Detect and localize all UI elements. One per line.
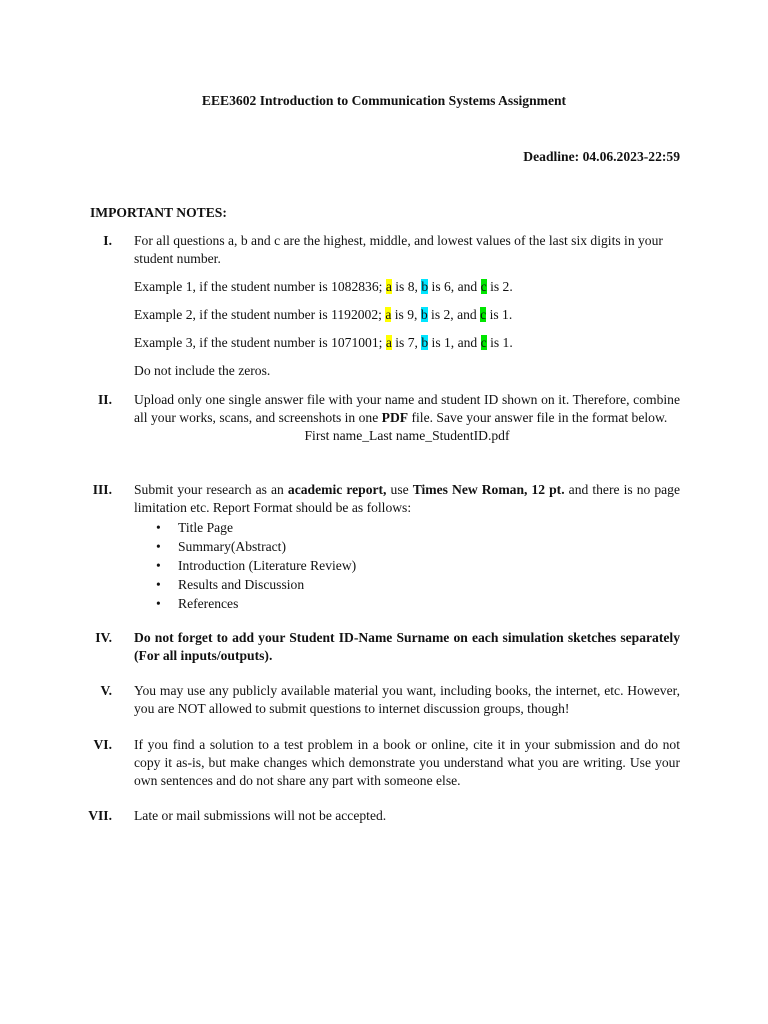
item-text: If you find a solution to a test problem in a book or online, cite it in your submission and do not copy it as-is, but make changes which demonstrate you understand what you are writing. Use your own sentences and do not share any part with someone else.	[134, 737, 680, 788]
item-text: Late or mail submissions will not be accepted.	[134, 808, 387, 823]
item-number: V.	[100, 683, 112, 698]
item-number: III.	[92, 482, 112, 497]
list-item: • Title Page	[134, 518, 680, 537]
document-title: EEE3602 Introduction to Communication Systems Assignment	[201, 93, 567, 108]
item-body	[134, 232, 680, 380]
list-item: • Results and Discussion	[134, 575, 680, 594]
item-number: VI.	[93, 737, 112, 752]
item-body	[134, 391, 680, 445]
item-number: IV.	[95, 630, 112, 645]
item-note: Do not include the zeros.	[134, 363, 271, 378]
item-number: VII.	[88, 808, 112, 823]
item-text: You may use any publicly available material you want, including books, the internet, etc. However, you are NOT allowed to submit questions to internet discussion groups, though!	[134, 683, 680, 716]
example-line: Example 2, if the student number is 1192002; a is 9, b is 2, and c is 1.	[134, 307, 513, 322]
list-item: • References	[134, 594, 680, 613]
example-line: Example 3, if the student number is 1071001; a is 7, b is 1, and c is 1.	[134, 335, 513, 350]
filename-format: First name_Last name_StudentID.pdf	[304, 428, 510, 443]
example-line: Example 1, if the student number is 1082836; a is 8, b is 6, and c is 2.	[134, 279, 513, 294]
notes-heading: IMPORTANT NOTES:	[90, 205, 227, 220]
item-text: Upload only one single answer file with your name and student ID shown on it. Therefore, combine all your works, scans, and screenshots in one PDF file. Save your answer file in the format below.	[134, 392, 680, 425]
list-item: • Introduction (Literature Review)	[134, 556, 680, 575]
item-number: II.	[98, 392, 112, 407]
list-item: • Summary(Abstract)	[134, 537, 680, 556]
item-text: For all questions a, b and c are the highest, middle, and lowest values of the last six digits in your student number.	[134, 233, 663, 266]
item-text: Submit your research as an academic report, use Times New Roman, 12 pt. and there is no page limitation etc. Report Format should be as follows:	[134, 482, 680, 515]
item-number: I.	[103, 233, 112, 248]
deadline: Deadline: 04.06.2023-22:59	[523, 149, 680, 164]
item-body	[134, 481, 680, 613]
report-format-list	[134, 518, 680, 613]
item-text: Do not forget to add your Student ID-Name Surname on each simulation sketches separately (For all inputs/outputs).	[134, 630, 680, 663]
